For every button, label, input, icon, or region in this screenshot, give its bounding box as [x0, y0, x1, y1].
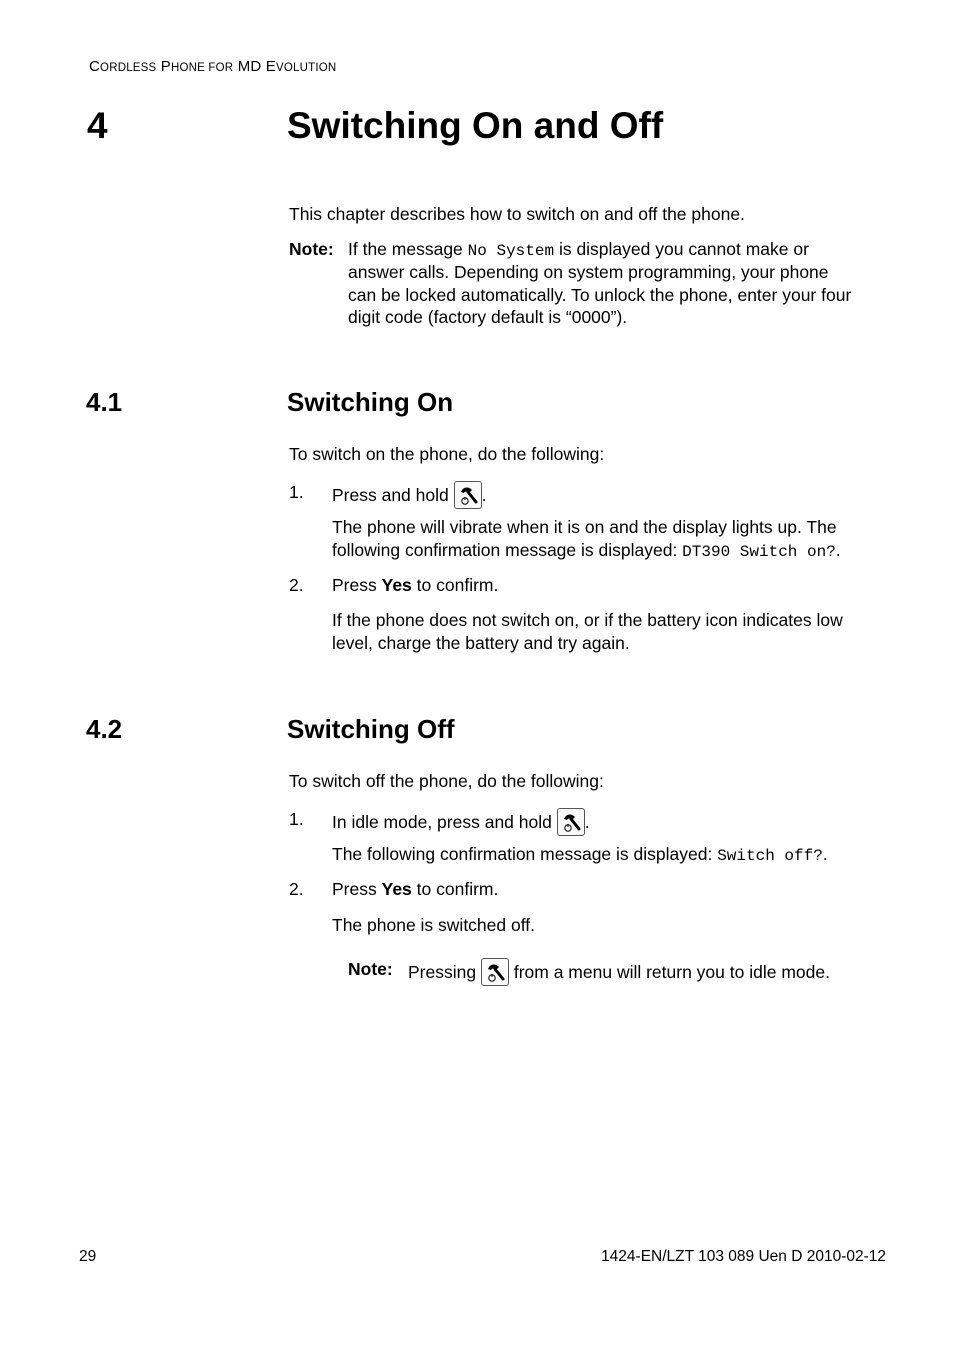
chapter-title: Switching On and Off: [287, 105, 664, 146]
section-on-step2-detail-line1: If the phone does not switch on, or if the battery icon indicates low: [332, 610, 843, 630]
section-off-note: Pressing from a menu will return you to idle mode.: [408, 958, 830, 986]
intro-text: This chapter describes how to switch on and off the phone.: [289, 204, 745, 224]
intro-note-line4: digit code (factory default is “0000”).: [348, 307, 628, 327]
running-header: CORDLESS PHONE FOR MD EVOLUTION: [89, 58, 337, 75]
section-on-step1: Press and hold .: [332, 481, 487, 509]
intro-note-label: Note:: [289, 239, 334, 259]
intro-note-line1: If the message No System is displayed you cannot make or: [348, 239, 809, 260]
section-off-title: Switching Off: [287, 714, 455, 744]
section-off-step1-number: 1.: [289, 809, 304, 829]
section-off-step2: Press Yes to confirm.: [332, 879, 499, 899]
chapter-number: 4: [87, 105, 108, 146]
page-number: 29: [79, 1248, 97, 1265]
end-call-power-key-icon: [454, 481, 482, 509]
section-off-step2-detail: The phone is switched off.: [332, 915, 535, 935]
section-on-number: 4.1: [86, 387, 123, 417]
intro-note-line2: answer calls. Depending on system programming, your phone: [348, 262, 829, 282]
section-off-step1: In idle mode, press and hold .: [332, 808, 590, 836]
section-on-step2: Press Yes to confirm.: [332, 575, 499, 595]
section-off-step1-detail: The following confirmation message is displayed: Switch off?.: [332, 844, 828, 865]
end-call-power-key-icon: [481, 958, 509, 986]
section-on-step1-detail-line2: following confirmation message is displayed: DT390 Switch on?.: [332, 540, 841, 561]
section-on-step1-number: 1.: [289, 482, 304, 502]
section-on-title: Switching On: [287, 387, 454, 417]
section-on-step1-detail-line1: The phone will vibrate when it is on and the display lights up. The: [332, 517, 837, 537]
section-on-lead: To switch on the phone, do the following:: [289, 444, 605, 464]
section-on-step2-number: 2.: [289, 575, 304, 595]
intro-note-line3: can be locked automatically. To unlock the phone, enter your four: [348, 285, 852, 305]
section-off-lead: To switch off the phone, do the following:: [289, 771, 604, 791]
section-off-note-label: Note:: [348, 959, 393, 979]
section-off-number: 4.2: [86, 714, 123, 744]
document-id: 1424-EN/LZT 103 089 Uen D 2010-02-12: [601, 1248, 886, 1265]
section-off-step2-number: 2.: [289, 879, 304, 899]
section-on-step2-detail-line2: level, charge the battery and try again.: [332, 633, 630, 653]
end-call-power-key-icon: [557, 808, 585, 836]
